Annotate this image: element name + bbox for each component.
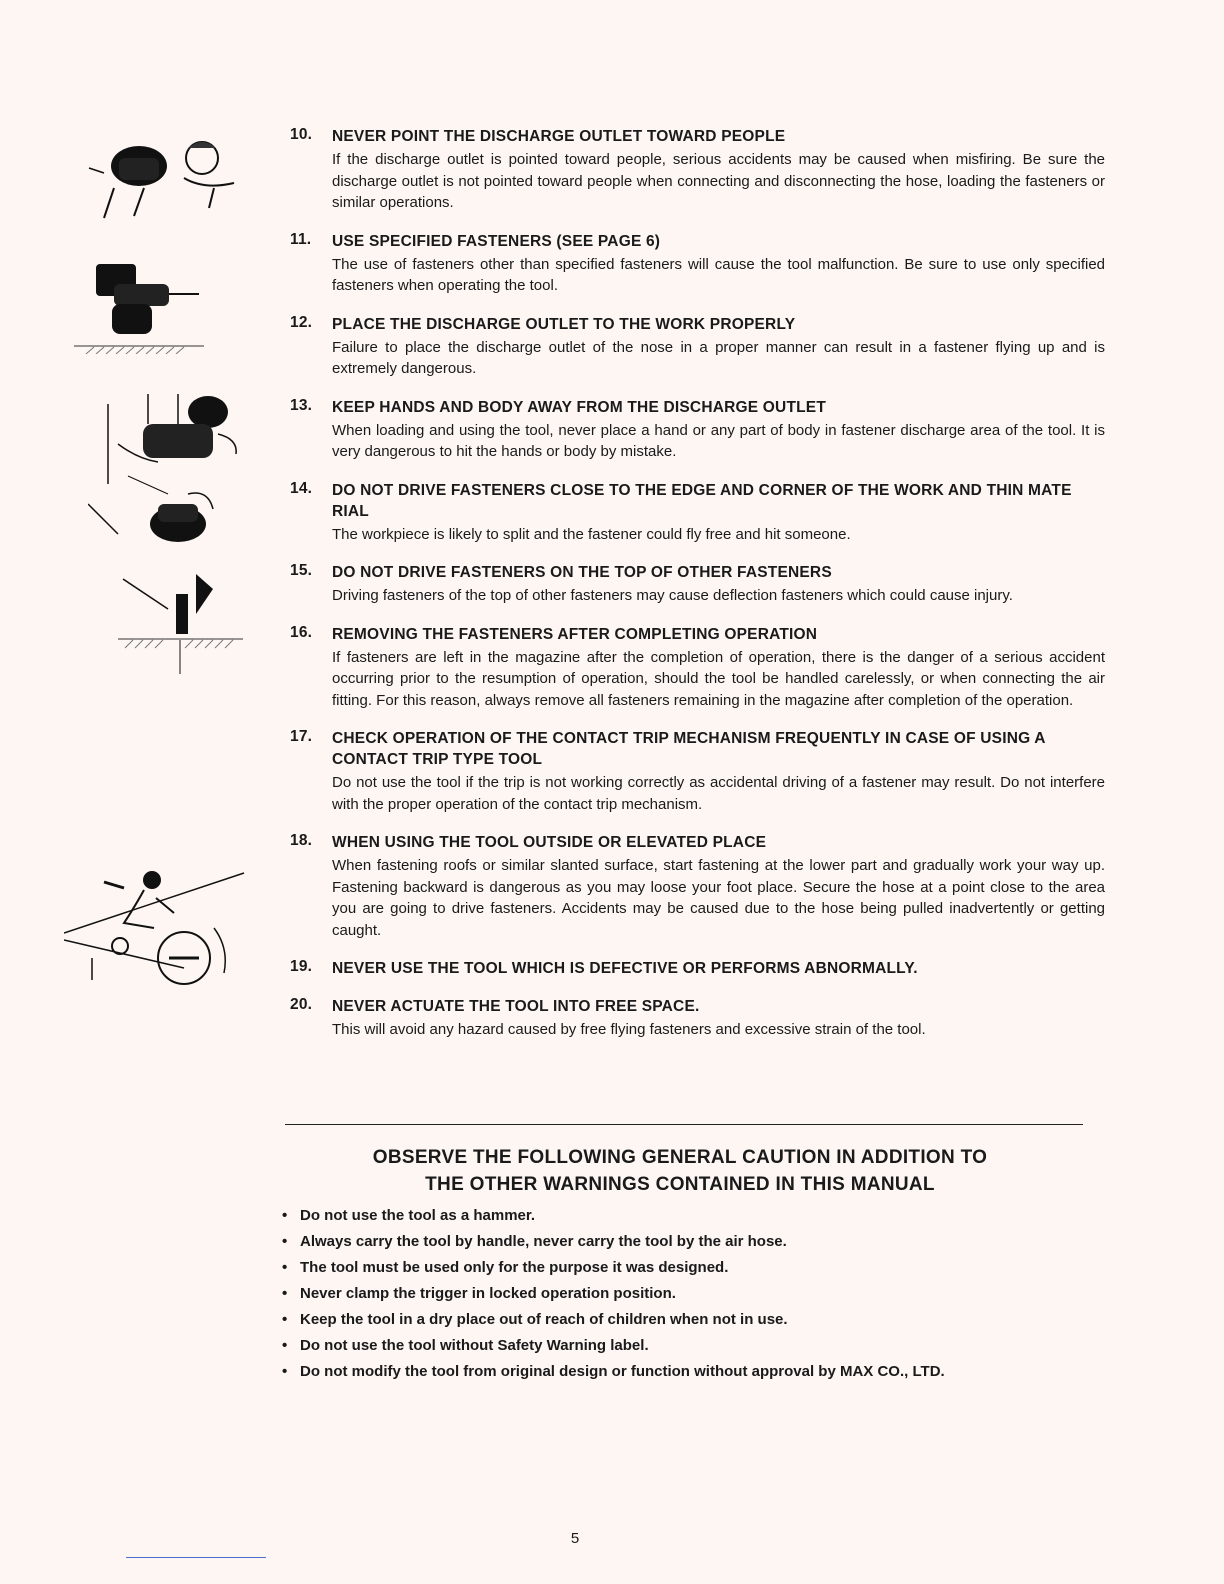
warning-title: NEVER USE THE TOOL WHICH IS DEFECTIVE OR PERFORMS ABNORMALLY. bbox=[332, 960, 918, 977]
warning-number: 20. bbox=[290, 996, 313, 1013]
bullet-icon: • bbox=[282, 1285, 288, 1302]
warning-number: 15. bbox=[290, 562, 313, 579]
warning-body: The workpiece is likely to split and the fastener could fly free and hit someone. bbox=[332, 525, 851, 543]
warning-item-20 bbox=[290, 996, 1105, 1041]
warning-body: Driving fasteners of the top of other fasteners may cause deflection fasteners which could cause injury. bbox=[332, 587, 1013, 604]
warning-title: WHEN USING THE TOOL OUTSIDE OR ELEVATED PLACE bbox=[332, 834, 767, 851]
warning-item-12 bbox=[290, 314, 1105, 380]
bullet-icon: • bbox=[282, 1233, 288, 1250]
caution-item bbox=[280, 1229, 1040, 1255]
warning-number: 18. bbox=[290, 832, 313, 849]
warning-body: Do not use the tool if the trip is not working correctly as accidental driving of a fastener may result. Do not interfere with the proper operation of the contact trip mechanism. bbox=[332, 774, 1105, 813]
warning-item-19 bbox=[290, 958, 1105, 979]
section-divider bbox=[285, 1124, 1083, 1125]
caution-item-text: The tool must be used only for the purpose it was designed. bbox=[300, 1259, 729, 1276]
warning-title: USE SPECIFIED FASTENERS (SEE PAGE 6) bbox=[332, 232, 661, 250]
warning-title: KEEP HANDS AND BODY AWAY FROM THE DISCHARGE OUTLET bbox=[332, 398, 826, 416]
warning-title: NEVER POINT THE DISCHARGE OUTLET TOWARD PEOPLE bbox=[332, 128, 786, 145]
warning-body: If fasteners are left in the magazine after the completion of operation, there is the danger of a serious accident occurring prior to the resumption of operation, should the tool be handled carelessly, or when connecting the air fitting. For this reason, always remove all fasteners remaining in the magazine after completion of the operation. bbox=[332, 648, 1105, 709]
warning-item-17 bbox=[290, 728, 1105, 815]
caution-item bbox=[280, 1281, 1040, 1307]
caution-item bbox=[280, 1307, 1040, 1333]
warning-number: 11. bbox=[290, 230, 312, 248]
warning-title: REMOVING THE FASTENERS AFTER COMPLETING OPERATION bbox=[332, 625, 818, 643]
caution-item bbox=[280, 1359, 1040, 1385]
warning-item-10 bbox=[290, 126, 1105, 214]
caution-item-text: Always carry the tool by handle, never carry the tool by the air hose. bbox=[300, 1233, 787, 1250]
warning-title: CHECK OPERATION OF THE CONTACT TRIP MECHANISM FREQUENTLY IN CASE OF USING A CONTACT TRIP TYPE TOOL bbox=[332, 730, 1046, 768]
warning-number: 14. bbox=[290, 479, 313, 497]
footer-link-underline bbox=[126, 1557, 266, 1558]
caution-item-text: Do not use the tool as a hammer. bbox=[300, 1207, 536, 1224]
caution-item bbox=[280, 1255, 1040, 1281]
caution-item-text: Do not modify the tool from original design or function without approval by MAX CO., LTD. bbox=[300, 1363, 945, 1380]
caution-item-text: Never clamp the trigger in locked operation position. bbox=[300, 1285, 676, 1302]
warning-number: 12. bbox=[290, 313, 313, 331]
warning-item-13 bbox=[290, 397, 1105, 463]
warning-item-11 bbox=[290, 231, 1105, 297]
warning-number: 10. bbox=[290, 126, 313, 143]
caution-item bbox=[280, 1203, 1040, 1229]
illustration-hands-away bbox=[88, 384, 258, 674]
caution-heading bbox=[340, 1144, 1020, 1198]
warning-title: DO NOT DRIVE FASTENERS CLOSE TO THE EDGE AND CORNER OF THE WORK AND THIN MATE RIAL bbox=[332, 481, 1072, 520]
bullet-icon: • bbox=[282, 1337, 288, 1354]
caution-item-text: Do not use the tool without Safety Warning label. bbox=[300, 1337, 649, 1354]
bullet-icon: • bbox=[282, 1363, 288, 1380]
warning-number: 16. bbox=[290, 623, 313, 641]
warning-body: If the discharge outlet is pointed toward people, serious accidents may be caused when misfiring. Be sure the discharge outlet is not pointed toward people when connecting and disconnecting the hose, loading the fasteners or similar operations. bbox=[332, 151, 1105, 211]
caution-heading-line-1: OBSERVE THE FOLLOWING GENERAL CAUTION IN ADDITION TO bbox=[372, 1147, 988, 1168]
warning-title: NEVER ACTUATE THE TOOL INTO FREE SPACE. bbox=[332, 998, 700, 1015]
page-number: 5 bbox=[570, 1530, 580, 1547]
warning-body: The use of fasteners other than specified fasteners will cause the tool malfunction. Be sure to use only specified fasteners when operating the tool. bbox=[332, 255, 1105, 294]
warning-number: 13. bbox=[290, 396, 313, 414]
illustration-roof-work bbox=[64, 868, 249, 988]
bullet-icon: • bbox=[282, 1311, 288, 1328]
caution-item-text: Keep the tool in a dry place out of reach of children when not in use. bbox=[300, 1311, 788, 1328]
warning-body: This will avoid any hazard caused by free flying fasteners and excessive strain of the tool. bbox=[332, 1021, 926, 1038]
warning-body: When loading and using the tool, never place a hand or any part of body in fastener discharge area of the tool. It is very dangerous to hit the hands or body by mistake. bbox=[332, 421, 1105, 460]
warning-body: When fastening roofs or similar slanted surface, start fastening at the lower part and gradually work your way up. Fastening backward is dangerous as you may loose your foot place. Secure the hose at a point close to the area you are going to drive fasteners. Accidents may be caused due to the hose being pulled inadvertently or getting caught. bbox=[332, 857, 1105, 939]
illustration-pointing-tool bbox=[84, 128, 244, 220]
warning-body: Failure to place the discharge outlet of the nose in a proper manner can result in a fastener flying up and is extremely dangerous. bbox=[332, 338, 1105, 377]
warning-item-18 bbox=[290, 832, 1105, 941]
warning-number: 17. bbox=[290, 728, 313, 745]
warning-title: DO NOT DRIVE FASTENERS ON THE TOP OF OTHER FASTENERS bbox=[332, 564, 832, 581]
caution-list bbox=[280, 1203, 1040, 1385]
bullet-icon: • bbox=[282, 1207, 288, 1224]
warning-title: PLACE THE DISCHARGE OUTLET TO THE WORK PROPERLY bbox=[332, 315, 796, 333]
warnings-list bbox=[290, 126, 1105, 1058]
warning-item-16 bbox=[290, 624, 1105, 712]
illustration-tool-on-work bbox=[74, 254, 214, 354]
caution-heading-line-2: THE OTHER WARNINGS CONTAINED IN THIS MANUAL bbox=[425, 1174, 935, 1195]
bullet-icon: • bbox=[282, 1259, 288, 1276]
warning-item-14 bbox=[290, 480, 1105, 546]
warning-item-15 bbox=[290, 562, 1105, 607]
warning-number: 19. bbox=[290, 958, 313, 975]
caution-item bbox=[280, 1333, 1040, 1359]
